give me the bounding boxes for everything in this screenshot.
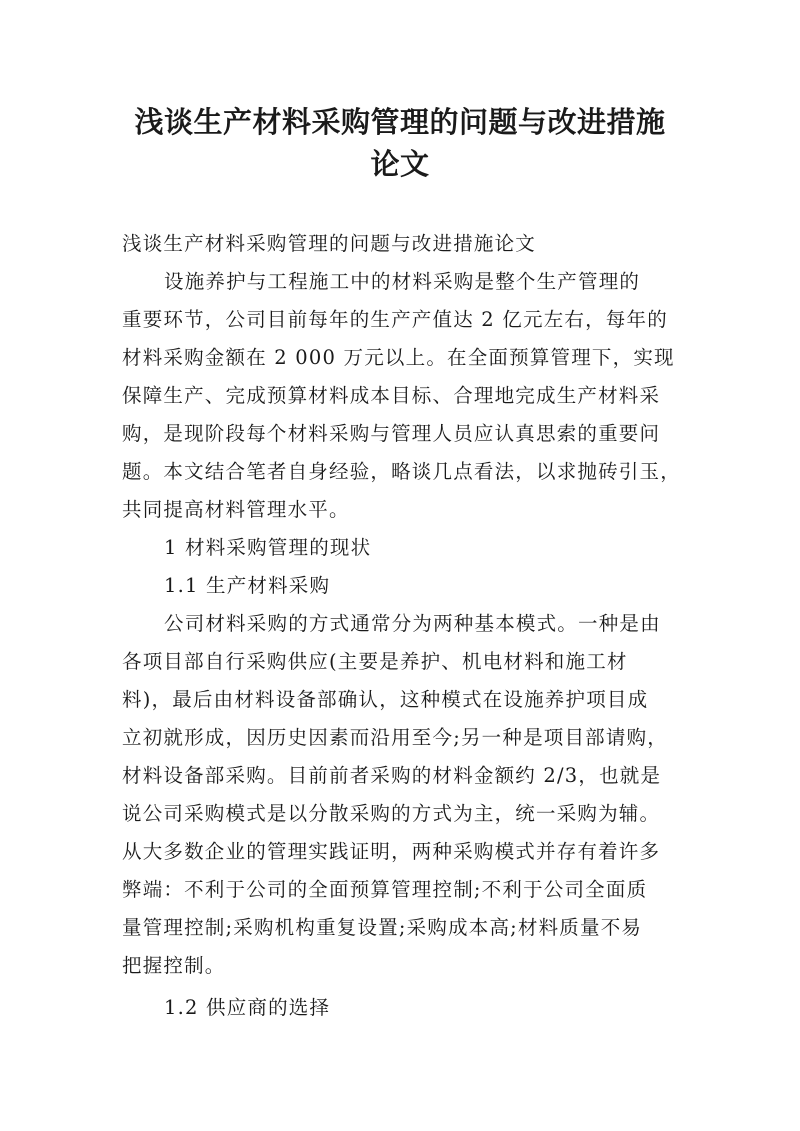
section-heading-1: 1 材料采购管理的现状	[164, 536, 372, 559]
document-title-line-1: 浅谈生产材料采购管理的问题与改进措施	[134, 105, 666, 139]
body-line: 说公司采购模式是以分散采购的方式为主，统一采购为辅。	[122, 802, 661, 825]
document-title-line-2: 论文	[370, 147, 430, 181]
body-line: 重要环节，公司目前每年的生产产值达 2 亿元左右，每年的	[122, 308, 668, 331]
body-line: 从大多数企业的管理实践证明，两种采购模式并存有着许多	[122, 840, 661, 863]
body-line: 料)，最后由材料设备部确认，这种模式在设施养护项目成	[122, 688, 649, 711]
body-line: 共同提高材料管理水平。	[122, 498, 350, 521]
body-line: 各项目部自行采购供应(主要是养护、机电材料和施工材	[122, 650, 628, 673]
body-line: 题。本文结合笔者自身经验，略谈几点看法，以求抛砖引玉，	[122, 460, 681, 483]
section-heading-1-2: 1.2 供应商的选择	[164, 996, 331, 1019]
body-line: 立初就形成，因历史因素而沿用至今;另一种是项目部请购，	[122, 726, 668, 749]
body-line: 材料设备部采购。目前前者采购的材料金额约 2/3，也就是	[122, 764, 662, 787]
body-line: 公司材料采购的方式通常分为两种基本模式。一种是由	[164, 612, 661, 635]
body-line: 量管理控制;采购机构重复设置;采购成本高;材料质量不易	[122, 916, 643, 939]
body-line: 保障生产、完成预算材料成本目标、合理地完成生产材料采	[122, 384, 661, 407]
body-line: 把握控制。	[122, 954, 226, 977]
body-line: 购，是现阶段每个材料采购与管理人员应认真思索的重要问	[122, 422, 661, 445]
body-line: 材料采购金额在 2 000 万元以上。在全面预算管理下，实现	[122, 346, 675, 369]
section-heading-1-1: 1.1 生产材料采购	[164, 574, 331, 597]
body-line-subtitle: 浅谈生产材料采购管理的问题与改进措施论文	[122, 232, 537, 255]
body-line: 设施养护与工程施工中的材料采购是整个生产管理的	[164, 270, 641, 293]
body-line: 弊端：不利于公司的全面预算管理控制;不利于公司全面质	[122, 878, 648, 901]
